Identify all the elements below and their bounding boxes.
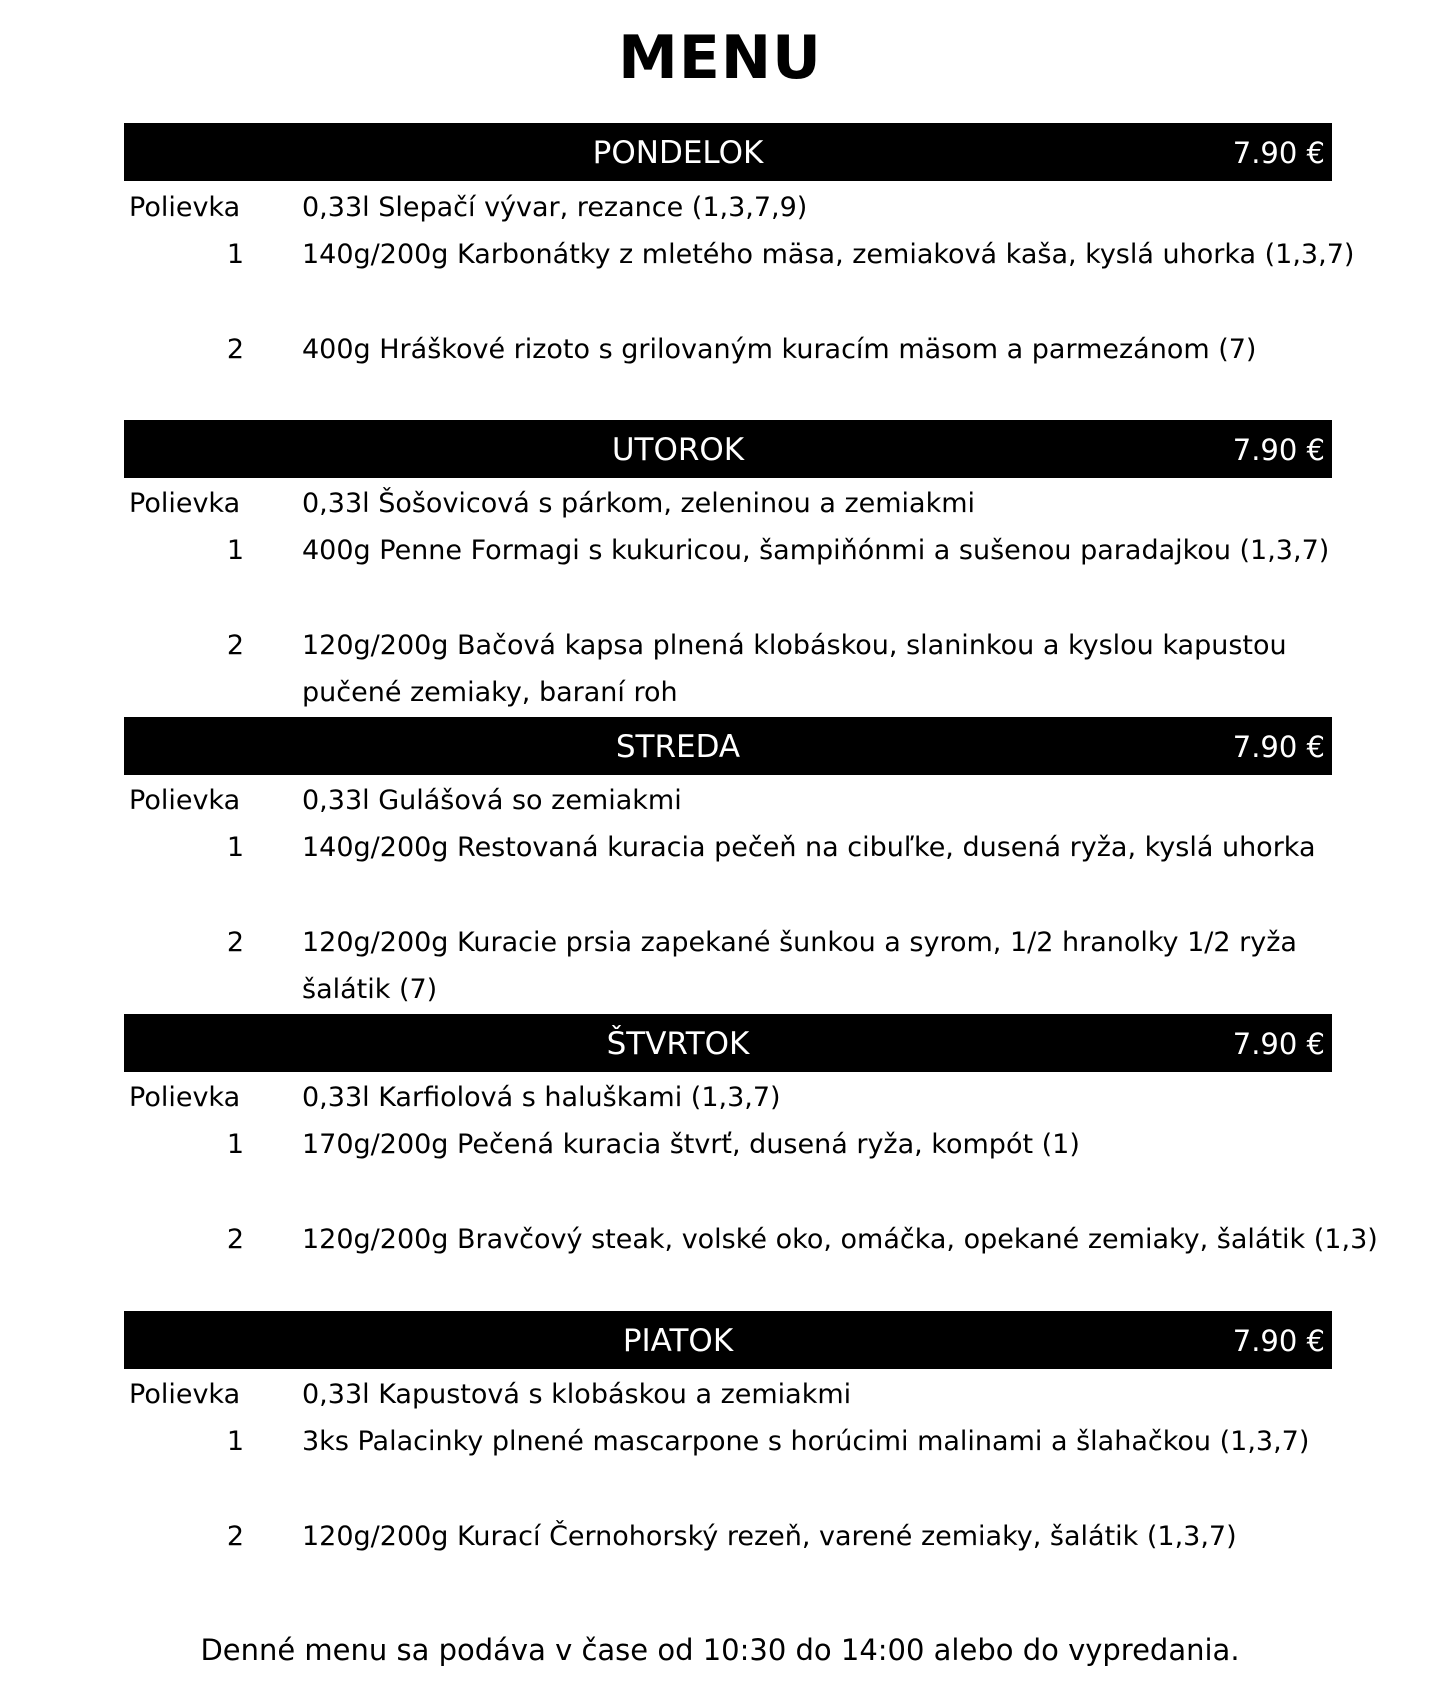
menu-item-text: 400g Penne Formagi s kukuricou, šampiňónmi a sušenou paradajkou (1,3,7) bbox=[302, 535, 1330, 566]
soup-text: 0,33l Karfiolová s haluškami (1,3,7) bbox=[302, 1082, 781, 1113]
menu-item-text: 120g/200g Bravčový steak, volské oko, omáčka, opekané zemiaky, šalátik (1,3) bbox=[302, 1224, 1378, 1255]
day-name: PONDELOK bbox=[592, 135, 764, 171]
soup-label: Polievka bbox=[129, 1082, 241, 1113]
menu-item-text: 120g/200g Kurací Černohorský rezeň, varené zemiaky, šalátik (1,3,7) bbox=[302, 1521, 1237, 1552]
day-price: 7.90 € bbox=[1232, 1324, 1325, 1358]
menu-item-number: 1 bbox=[226, 1129, 244, 1160]
day-header-bar bbox=[124, 123, 1332, 181]
menu-item-number: 1 bbox=[226, 1426, 244, 1457]
soup-text: 0,33l Kapustová s klobáskou a zemiakmi bbox=[302, 1379, 852, 1410]
day-name: UTOROK bbox=[611, 432, 745, 468]
day-price: 7.90 € bbox=[1232, 433, 1325, 467]
soup-label: Polievka bbox=[129, 785, 241, 816]
soup-label: Polievka bbox=[129, 488, 241, 519]
day-name: STREDA bbox=[615, 729, 741, 765]
menu-item-number: 2 bbox=[226, 927, 244, 958]
menu-item-text: 170g/200g Pečená kuracia štvrť, dusená ryža, kompót (1) bbox=[302, 1129, 1080, 1160]
day-price: 7.90 € bbox=[1232, 1027, 1325, 1061]
day-header-bar bbox=[124, 420, 1332, 478]
page-title: MENU bbox=[618, 23, 822, 93]
menu-item-text: 3ks Palacinky plnené mascarpone s horúcimi malinami a šlahačkou (1,3,7) bbox=[302, 1426, 1310, 1457]
menu-item-text: 120g/200g Bačová kapsa plnená klobáskou, slaninkou a kyslou kapustou bbox=[302, 630, 1287, 661]
menu-item-text: 140g/200g Karbonátky z mletého mäsa, zemiaková kaša, kyslá uhorka (1,3,7) bbox=[302, 239, 1355, 270]
menu-item-number: 2 bbox=[226, 1521, 244, 1552]
menu-item-text: 140g/200g Restovaná kuracia pečeň na cibuľke, dusená ryža, kyslá uhorka bbox=[302, 832, 1316, 863]
menu-item-text: 120g/200g Kuracie prsia zapekané šunkou a syrom, 1/2 hranolky 1/2 ryža bbox=[302, 927, 1297, 958]
day-name: ŠTVRTOK bbox=[606, 1026, 750, 1062]
menu-item-number: 1 bbox=[226, 239, 244, 270]
soup-text: 0,33l Šošovicová s párkom, zeleninou a zemiakmi bbox=[302, 488, 976, 519]
serving-hours-note: Denné menu sa podáva v čase od 10:30 do 14:00 alebo do vypredania. bbox=[200, 1633, 1240, 1667]
day-header-bar bbox=[124, 1014, 1332, 1072]
soup-text: 0,33l Gulášová so zemiakmi bbox=[302, 785, 682, 816]
day-price: 7.90 € bbox=[1232, 136, 1325, 170]
day-price: 7.90 € bbox=[1232, 730, 1325, 764]
day-header-bar bbox=[124, 1311, 1332, 1369]
menu-item-text: šalátik (7) bbox=[302, 974, 438, 1005]
menu-item-number: 2 bbox=[226, 1224, 244, 1255]
menu-item-number: 1 bbox=[226, 535, 244, 566]
soup-label: Polievka bbox=[129, 192, 241, 223]
menu-item-number: 1 bbox=[226, 832, 244, 863]
day-header-bar bbox=[124, 717, 1332, 775]
menu-item-text: pučené zemiaky, baraní roh bbox=[302, 677, 678, 708]
soup-text: 0,33l Slepačí vývar, rezance (1,3,7,9) bbox=[302, 192, 808, 223]
menu-item-number: 2 bbox=[226, 334, 244, 365]
soup-label: Polievka bbox=[129, 1379, 241, 1410]
menu-item-text: 400g Hráškové rizoto s grilovaným kuracím mäsom a parmezánom (7) bbox=[302, 334, 1257, 365]
menu-item-number: 2 bbox=[226, 630, 244, 661]
day-name: PIATOK bbox=[622, 1323, 734, 1359]
